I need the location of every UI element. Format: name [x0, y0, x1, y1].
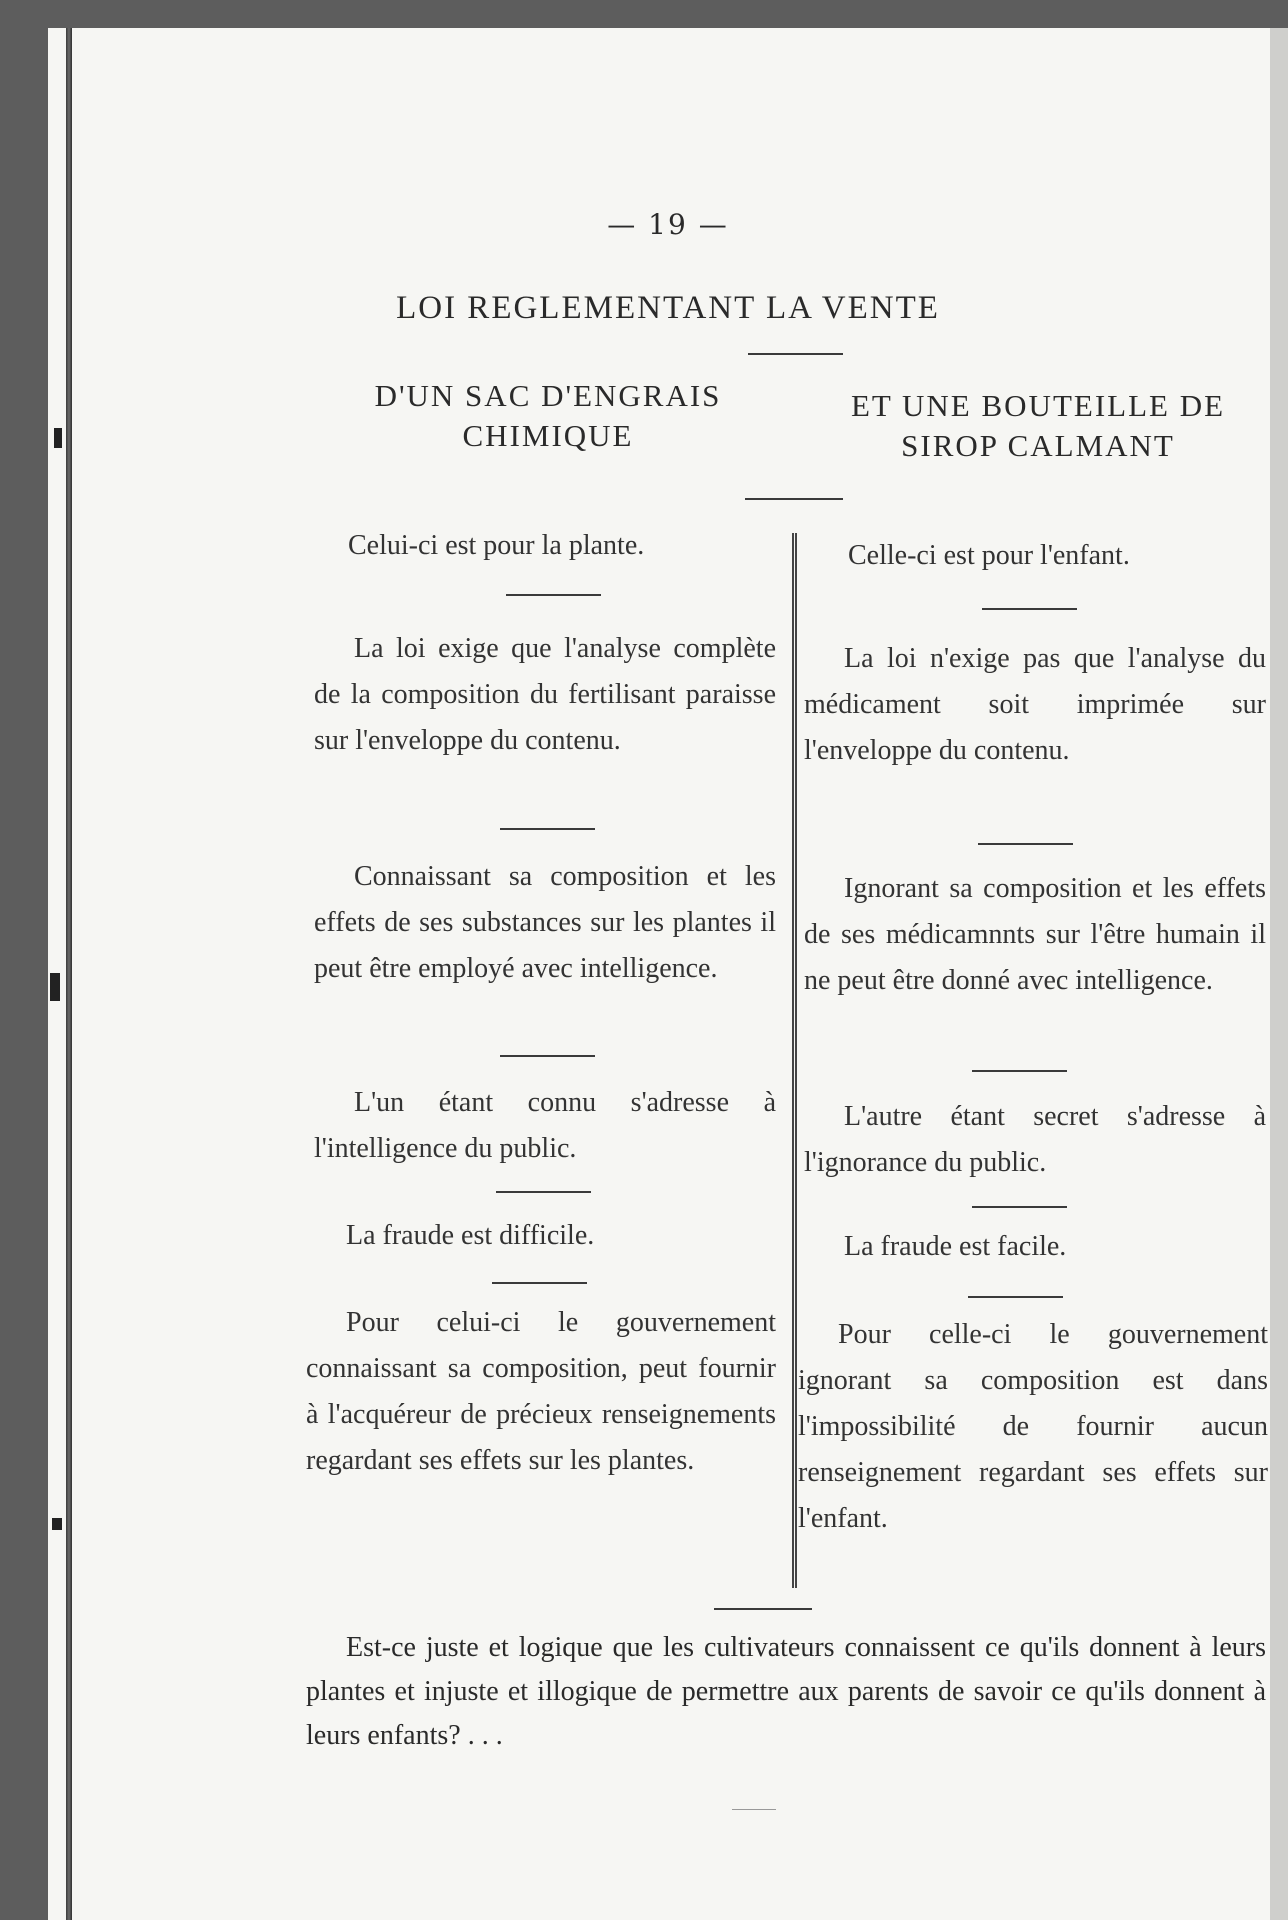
footer-ornament: [732, 1809, 776, 1810]
book-page: [48, 28, 1288, 1920]
title-rule: [748, 353, 843, 355]
binding-mark: [52, 1518, 62, 1530]
separator-rule: [496, 1191, 591, 1193]
conclusion-text: Est-ce juste et logique que les cultivateurs connaissent ce qu'ils donnent à leurs plantes et injuste et illogique de permettre aux parents de savoir ce qu'ils donnent à leurs enfants? . . .: [306, 1632, 1266, 1751]
right-paragraph: Celle-ci est pour l'enfant.: [848, 540, 1130, 571]
separator-rule: [982, 608, 1077, 610]
separator-rule: [506, 594, 601, 596]
left-column-heading: [358, 376, 738, 456]
heading-rule: [745, 498, 843, 500]
page-number: — 19 —: [607, 208, 729, 241]
separator-rule: [500, 828, 595, 830]
column-divider: [792, 533, 797, 1588]
left-heading-line: CHIMIQUE: [462, 418, 634, 453]
right-paragraph: Pour celle-ci le gouvernement ignorant sa composition est dans l'impossibilité de fournir aucun renseignement regardant ses effets sur l'enfant.: [798, 1319, 1268, 1534]
right-column-heading: [818, 386, 1258, 466]
left-paragraph: La loi exige que l'analyse complète de la composition du fertilisant paraisse sur l'enveloppe du contenu.: [314, 633, 776, 756]
left-paragraph: Pour celui-ci le gouvernement connaissant sa composition, peut fournir à l'acquéreur de précieux renseignements regardant ses effets sur les plantes.: [306, 1307, 776, 1476]
binding-mark: [50, 973, 60, 1001]
left-paragraph: La fraude est difficile.: [346, 1220, 595, 1251]
separator-rule: [978, 843, 1073, 845]
separator-rule: [972, 1070, 1067, 1072]
separator-rule: [492, 1282, 587, 1284]
left-paragraph: Connaissant sa composition et les effets de ses substances sur les plantes il peut être employé avec intelligence.: [314, 861, 776, 984]
binding-mark: [54, 428, 62, 448]
separator-rule: [968, 1296, 1063, 1298]
right-paragraph: L'autre étant secret s'adresse à l'ignorance du public.: [804, 1101, 1266, 1178]
right-paragraph: Ignorant sa composition et les effets de ses médicamnnts sur l'être humain il ne peut être donné avec intelligence.: [804, 873, 1266, 996]
separator-rule: [500, 1055, 595, 1057]
right-heading-line: ET UNE BOUTEILLE DE: [850, 388, 1226, 423]
right-paragraph: La loi n'exige pas que l'analyse du médicament soit imprimée sur l'enveloppe du contenu.: [804, 643, 1266, 766]
separator-rule: [972, 1206, 1067, 1208]
page-title: LOI REGLEMENTANT LA VENTE: [396, 290, 940, 326]
left-heading-line: D'UN SAC D'ENGRAIS: [374, 378, 722, 413]
conclusion-rule: [714, 1608, 812, 1610]
right-paragraph: La fraude est facile.: [844, 1231, 1067, 1262]
right-heading-line: SIROP CALMANT: [901, 428, 1175, 463]
left-paragraph: Celui-ci est pour la plante.: [348, 530, 645, 561]
left-paragraph: L'un étant connu s'adresse à l'intelligence du public.: [314, 1087, 776, 1164]
